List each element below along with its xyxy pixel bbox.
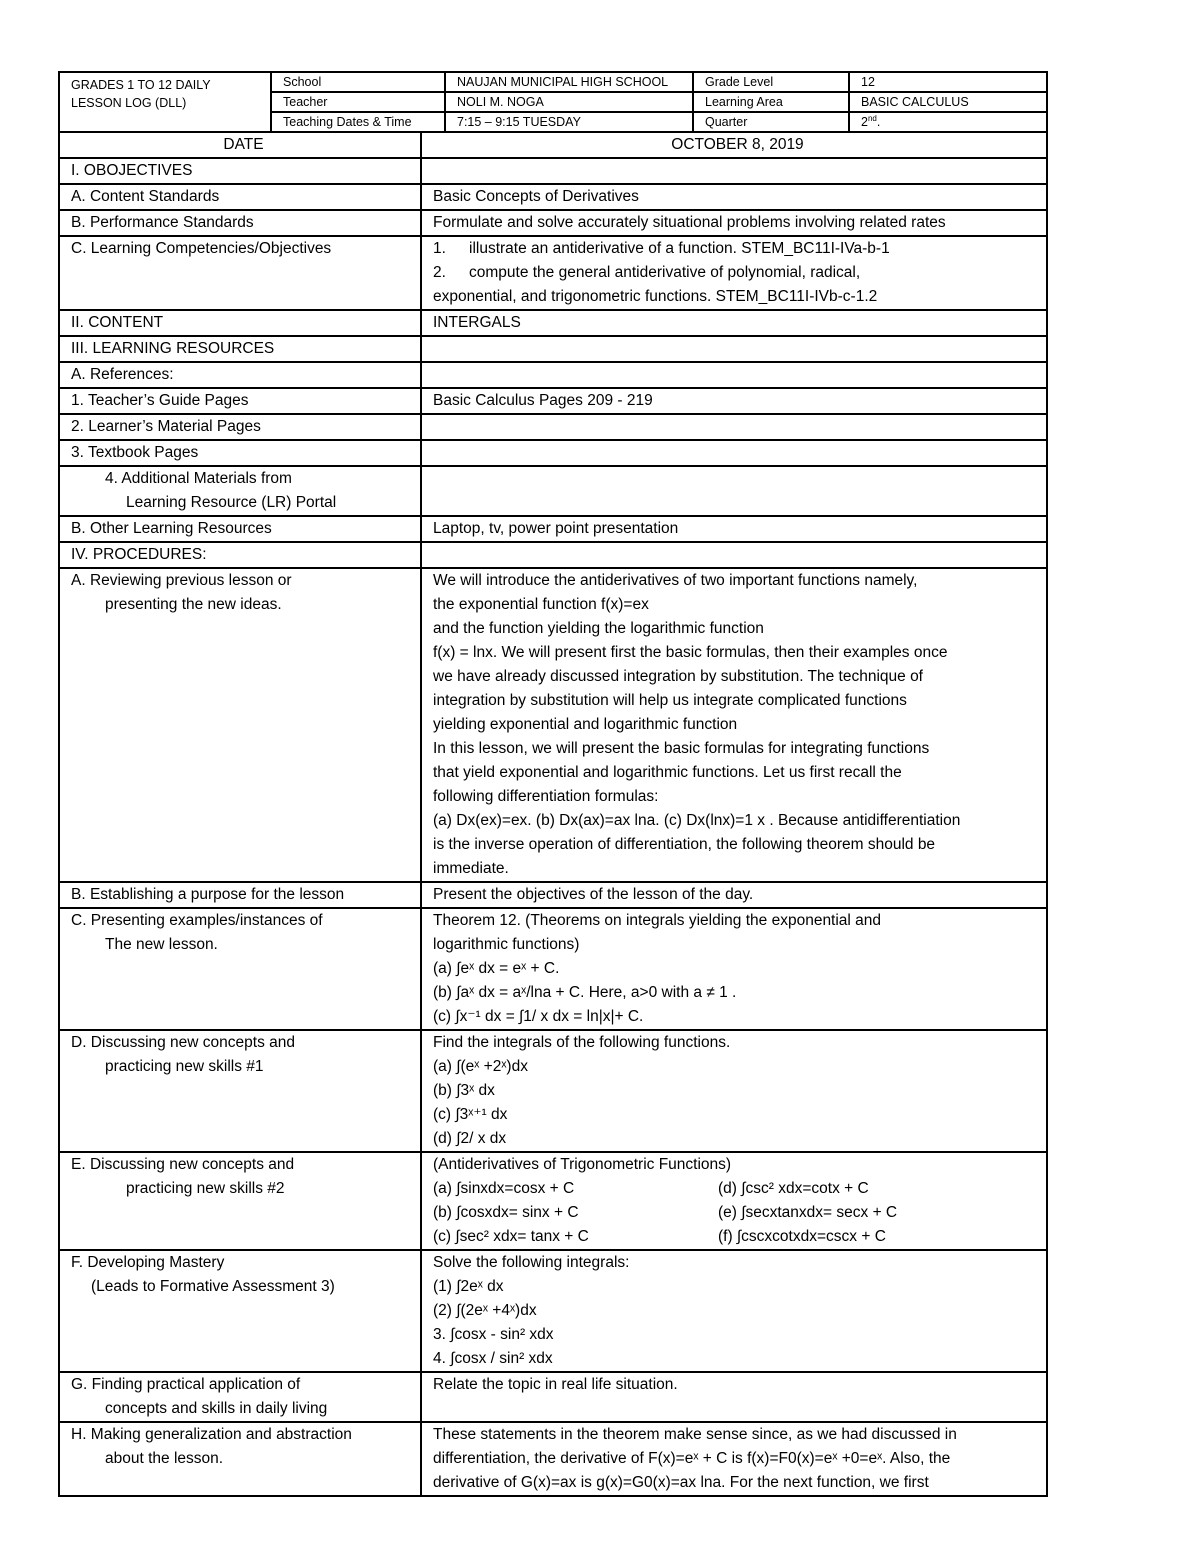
school-label: School: [271, 72, 445, 92]
procedure-g-label-line2: concepts and skills in daily living: [105, 1400, 328, 1417]
procedure-f-line: (1) ∫2eˣ dx: [433, 1278, 504, 1295]
competency-2: [433, 261, 1042, 285]
additional-materials-line1: 4. Additional Materials from: [105, 470, 292, 487]
procedure-e-label-line2: practicing new skills #2: [126, 1180, 285, 1197]
procedure-a-line: and the function yielding the logarithmic function: [433, 620, 764, 637]
procedure-g-label: [59, 1372, 421, 1422]
procedure-c-line: logarithmic functions): [433, 936, 580, 953]
procedure-e-right: (e) ∫secxtanxdx= secx + C: [718, 1204, 898, 1221]
teacher-label: Teacher: [271, 92, 445, 112]
references-label: A. References:: [59, 362, 421, 388]
procedure-d-line: (d) ∫2/ x dx: [433, 1130, 507, 1147]
quarter-ordinal: nd: [867, 113, 877, 123]
procedure-f-value: [421, 1250, 1047, 1372]
textbook-pages-label: 3. Textbook Pages: [59, 440, 421, 466]
procedure-d-label: [59, 1030, 421, 1152]
other-resources-label: B. Other Learning Resources: [59, 516, 421, 542]
procedure-g-value: Relate the topic in real life situation.: [421, 1372, 1047, 1422]
procedure-c-label-line1: C. Presenting examples/instances of: [71, 912, 323, 929]
procedure-a-line: yielding exponential and logarithmic function: [433, 716, 738, 733]
procedure-e-left: (a) ∫sinxdx=cosx + C: [433, 1180, 575, 1197]
procedure-e-left: (b) ∫cosxdx= sinx + C: [433, 1204, 579, 1221]
learners-material-label: 2. Learner’s Material Pages: [59, 414, 421, 440]
content-label: II. CONTENT: [59, 310, 421, 336]
teaching-dates-value: 7:15 – 9:15 TUESDAY: [445, 112, 693, 132]
procedure-d-line: (a) ∫(eˣ +2ˣ)dx: [433, 1058, 528, 1075]
competencies-label: C. Learning Competencies/Objectives: [59, 236, 421, 310]
procedure-d-line: (b) ∫3ˣ dx: [433, 1082, 495, 1099]
procedure-a-line: is the inverse operation of differentiation, the following theorem should be: [433, 836, 936, 853]
procedure-a-line: that yield exponential and logarithmic functions. Let us first recall the: [433, 764, 902, 781]
procedure-e-label: [59, 1152, 421, 1250]
procedure-c-line: Theorem 12. (Theorems on integrals yielding the exponential and: [433, 912, 882, 929]
procedure-h-label-line2: about the lesson.: [105, 1450, 224, 1467]
objectives-heading: I. OBOJECTIVES: [59, 158, 421, 184]
procedure-f-label: [59, 1250, 421, 1372]
procedure-a-line: (a) Dx(ex)=ex. (b) Dx(ax)=ax lna. (c) Dx(lnx)=1 x . Because antidifferentiation: [433, 812, 961, 829]
dll-title-line2: LESSON LOG (DLL): [71, 96, 187, 110]
competency-2-cont: exponential, and trigonometric functions. STEM_BC11I-IVb-c-1.2: [433, 288, 878, 305]
additional-materials-line2: Learning Resource (LR) Portal: [126, 494, 337, 511]
procedure-h-line: These statements in the theorem make sense since, as we had discussed in: [433, 1426, 957, 1443]
teachers-guide-value: Basic Calculus Pages 209 - 219: [421, 388, 1047, 414]
quarter-suffix: .: [876, 115, 881, 129]
procedure-f-line: 3. ∫cosx - sin² xdx: [433, 1326, 554, 1343]
content-value: INTERGALS: [421, 310, 1047, 336]
additional-materials-empty: [421, 466, 1047, 516]
competencies-value: [421, 236, 1047, 310]
procedure-a-line: immediate.: [433, 860, 509, 877]
procedure-f-line: 4. ∫cosx / sin² xdx: [433, 1350, 553, 1367]
learning-area-value: BASIC CALCULUS: [849, 92, 1047, 112]
procedure-d-line: Find the integrals of the following functions.: [433, 1034, 731, 1051]
quarter-value: [849, 112, 1047, 132]
grade-level-label: Grade Level: [693, 72, 849, 92]
procedure-a-line: integration by substitution will help us integrate complicated functions: [433, 692, 907, 709]
competency-1-text: illustrate an antiderivative of a function. STEM_BC11I-IVa-b-1: [469, 240, 890, 257]
performance-standards-value: Formulate and solve accurately situational problems involving related rates: [421, 210, 1047, 236]
date-value: OCTOBER 8, 2019: [421, 132, 1047, 158]
dll-header-table: [58, 71, 1048, 133]
procedure-a-line: In this lesson, we will present the basic formulas for integrating functions: [433, 740, 930, 757]
procedure-d-label-line2: practicing new skills #1: [105, 1058, 264, 1075]
other-resources-value: Laptop, tv, power point presentation: [421, 516, 1047, 542]
resources-heading: III. LEARNING RESOURCES: [59, 336, 421, 362]
teacher-value: NOLI M. NOGA: [445, 92, 693, 112]
resources-empty: [421, 336, 1047, 362]
procedure-g-label-line1: G. Finding practical application of: [71, 1376, 301, 1393]
procedure-d-value: [421, 1030, 1047, 1152]
procedure-f-label-line1: F. Developing Mastery: [71, 1254, 225, 1271]
procedure-h-label-line1: H. Making generalization and abstraction: [71, 1426, 352, 1443]
procedures-heading: IV. PROCEDURES:: [59, 542, 421, 568]
procedure-e-label-line1: E. Discussing new concepts and: [71, 1156, 295, 1173]
procedure-c-line: (a) ∫eˣ dx = eˣ + C.: [433, 960, 560, 977]
grade-level-value: 12: [849, 72, 1047, 92]
references-empty: [421, 362, 1047, 388]
procedure-f-line: Solve the following integrals:: [433, 1254, 630, 1271]
learners-material-empty: [421, 414, 1047, 440]
performance-standards-label: B. Performance Standards: [59, 210, 421, 236]
procedure-a-label-line1: A. Reviewing previous lesson or: [71, 572, 292, 589]
school-value: NAUJAN MUNICIPAL HIGH SCHOOL: [445, 72, 693, 92]
teachers-guide-label: 1. Teacher’s Guide Pages: [59, 388, 421, 414]
dll-title-line1: GRADES 1 TO 12 DAILY: [71, 78, 211, 92]
dll-title: [59, 72, 271, 132]
content-standards-value: Basic Concepts of Derivatives: [421, 184, 1047, 210]
competency-1-number: 1.: [433, 240, 446, 257]
procedure-c-line: (b) ∫aˣ dx = aˣ/lna + C. Here, a>0 with a ≠ 1 .: [433, 984, 737, 1001]
procedure-e-left: (c) ∫sec² xdx= tanx + C: [433, 1228, 589, 1245]
content-standards-label: A. Content Standards: [59, 184, 421, 210]
dll-main-table: [58, 131, 1048, 1497]
additional-materials-label: [59, 466, 421, 516]
competency-2-text: compute the general antiderivative of polynomial, radical,: [469, 264, 861, 281]
quarter-number: 2: [861, 115, 868, 129]
objectives-empty: [421, 158, 1047, 184]
procedure-b-label: B. Establishing a purpose for the lesson: [59, 882, 421, 908]
procedure-d-line: (c) ∫3ˣ⁺¹ dx: [433, 1106, 508, 1123]
procedure-e-row: [433, 1177, 1042, 1201]
procedure-e-value: [421, 1152, 1047, 1250]
procedure-a-line: We will introduce the antiderivatives of two important functions namely,: [433, 572, 918, 589]
procedure-e-title: (Antiderivatives of Trigonometric Functions): [433, 1156, 732, 1173]
procedure-a-line: we have already discussed integration by substitution. The technique of: [433, 668, 923, 685]
quarter-label: Quarter: [693, 112, 849, 132]
procedure-c-label: [59, 908, 421, 1030]
procedure-c-line: (c) ∫x⁻¹ dx = ∫1/ x dx = ln|x|+ C.: [433, 1008, 644, 1025]
procedure-a-line: the exponential function f(x)=ex: [433, 596, 649, 613]
procedure-e-right: (d) ∫csc² xdx=cotx + C: [718, 1180, 869, 1197]
procedure-h-line: derivative of G(x)=ax is g(x)=G0(x)=ax lna. For the next function, we first: [433, 1474, 929, 1491]
competency-1: [433, 237, 1042, 261]
procedure-h-line: differentiation, the derivative of F(x)=eˣ + C is f(x)=F0(x)=eˣ +0=eˣ. Also, the: [433, 1450, 951, 1467]
date-label: DATE: [59, 132, 421, 158]
procedure-a-label-line2: presenting the new ideas.: [105, 596, 282, 613]
procedure-b-value: Present the objectives of the lesson of the day.: [421, 882, 1047, 908]
procedures-empty: [421, 542, 1047, 568]
procedure-a-line: f(x) = lnx. We will present first the basic formulas, then their examples once: [433, 644, 948, 661]
procedure-h-label: [59, 1422, 421, 1496]
procedure-f-line: (2) ∫(2eˣ +4ˣ)dx: [433, 1302, 537, 1319]
procedure-a-line: following differentiation formulas:: [433, 788, 659, 805]
teaching-dates-label: Teaching Dates & Time: [271, 112, 445, 132]
procedure-c-label-line2: The new lesson.: [105, 936, 218, 953]
procedure-f-label-line2: (Leads to Formative Assessment 3): [91, 1278, 335, 1295]
learning-area-label: Learning Area: [693, 92, 849, 112]
procedure-c-value: [421, 908, 1047, 1030]
procedure-e-right: (f) ∫cscxcotxdx=cscx + C: [718, 1228, 886, 1245]
textbook-pages-empty: [421, 440, 1047, 466]
procedure-h-value: [421, 1422, 1047, 1496]
procedure-a-value: [421, 568, 1047, 882]
procedure-e-row: [433, 1201, 1042, 1225]
competency-2-number: 2.: [433, 264, 446, 281]
procedure-e-row: [433, 1225, 1042, 1249]
procedure-a-label: [59, 568, 421, 882]
procedure-d-label-line1: D. Discussing new concepts and: [71, 1034, 296, 1051]
